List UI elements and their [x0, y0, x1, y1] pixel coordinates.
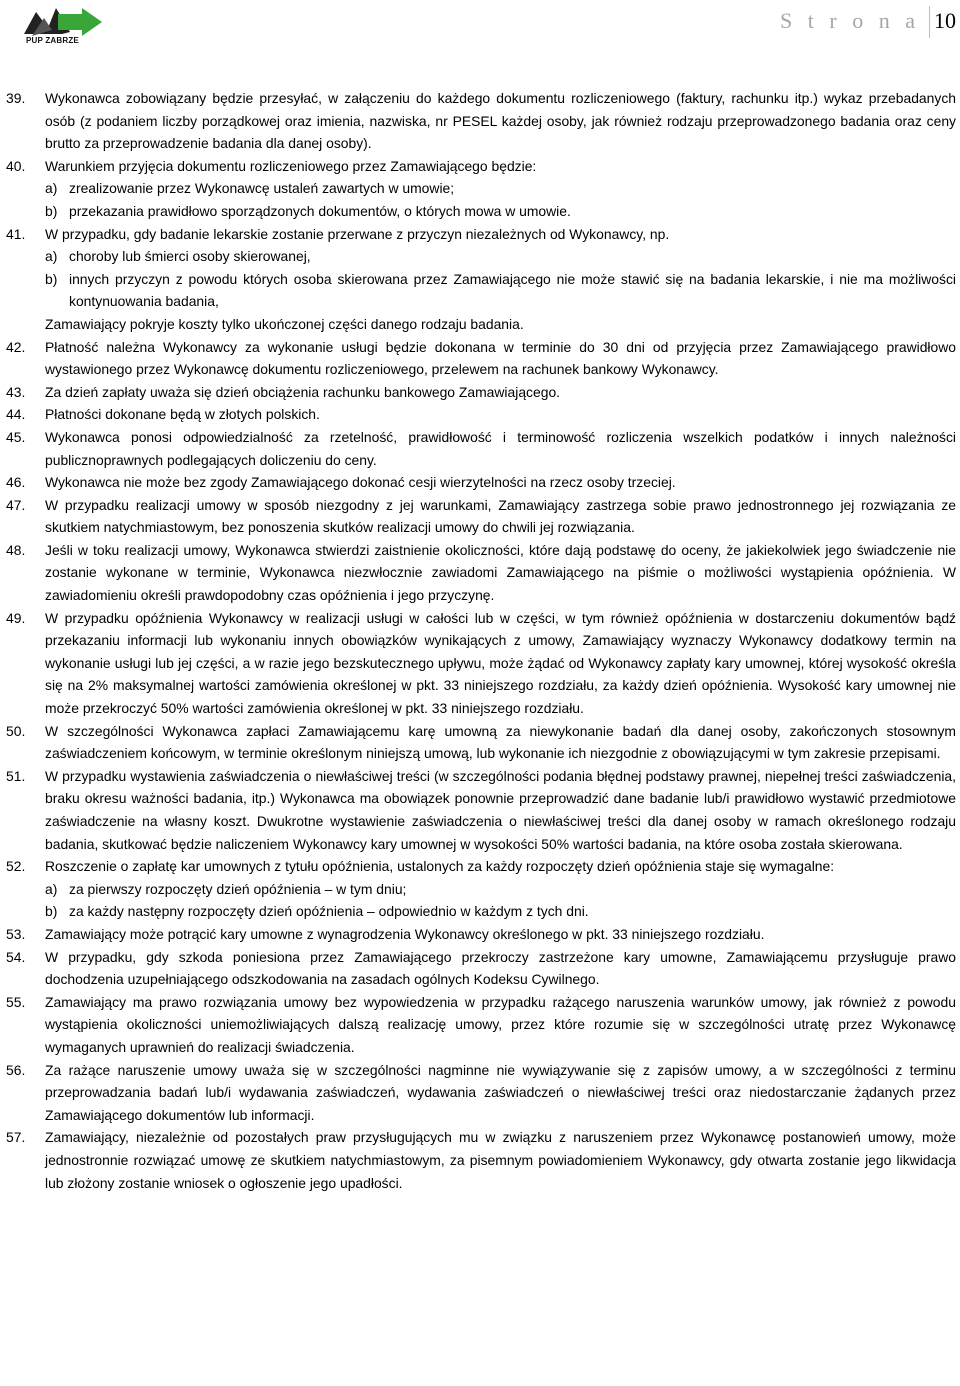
item-number: 51.	[6, 767, 26, 784]
item-number: 43.	[6, 383, 26, 400]
sub-item	[45, 200, 956, 223]
item-number: 46.	[6, 474, 26, 491]
item-text: Za rażące naruszenie umowy uważa się w szczególności nagminne nie wywiązywanie się z zapisów umowy, a w szczególności z terminu przeprowadzania badań lub/i wydawania zaświadczeń, wydawania zaświadczeń o niewłaściwej treści oraz niedostarczanie żądanych przez Zamawiającego dokumentów lub informacji.	[45, 1061, 956, 1123]
item-text: Zamawiający może potrącić kary umowne z wynagrodzenia Wykonawcy określonego w pkt. 33 niniejszego rozdziału.	[45, 925, 765, 942]
item-number: 44.	[6, 406, 26, 423]
sub-item	[45, 900, 956, 923]
sub-item-label: b)	[45, 903, 58, 920]
item-text: Płatność należna Wykonawcy za wykonanie usługi będzie dokonana w terminie do 30 dni od przyjęcia przez Zamawiającego prawidłowo wystawionego przez Wykonawcę dokumentu rozliczeniowego, przelewem na rachunek bankowy Wykonawcy.	[45, 338, 956, 378]
sub-item-label: b)	[45, 202, 58, 219]
list-item	[6, 765, 956, 855]
list-item	[6, 155, 956, 223]
list-item	[6, 923, 956, 946]
list-item	[6, 336, 956, 381]
list-item	[6, 403, 956, 426]
page-number: 10	[934, 8, 956, 33]
sub-item	[45, 177, 956, 200]
sub-item	[45, 268, 956, 313]
list-item	[6, 1059, 956, 1127]
item-number: 50.	[6, 722, 26, 739]
item-text: Płatności dokonane będą w złotych polskich.	[45, 406, 320, 423]
item-text: Zamawiający ma prawo rozwiązania umowy bez wypowiedzenia w przypadku rażącego naruszenia warunków umowy, jak również z powodu wystąpienia okoliczności uniemożliwiających dalszą realizację umowy, przez które rozumie się w szczególności utratę przez Wykonawcę wymaganych uprawnień do realizacji świadczenia.	[45, 993, 956, 1055]
list-item	[6, 720, 956, 765]
list-item	[6, 991, 956, 1059]
item-number: 53.	[6, 925, 26, 942]
item-text: Warunkiem przyjęcia dokumentu rozliczeniowego przez Zamawiającego będzie:	[45, 157, 537, 174]
list-item	[6, 223, 956, 336]
sub-item-text: zrealizowanie przez Wykonawcę ustaleń zawartych w umowie;	[69, 180, 455, 197]
item-number: 41.	[6, 225, 26, 242]
sub-item	[45, 245, 956, 268]
item-text: Zamawiający, niezależnie od pozostałych praw przysługujących mu w związku z naruszeniem przez Wykonawcę postanowień umowy, może jednostronnie rozwiązać umowę ze skutkiem natychmiastowym, za pisemnym powiadomieniem Wykonawcy, gdy otwarta zostanie jego likwidacja lub złożony zostanie wniosek o ogłoszenie jego upadłości.	[45, 1129, 956, 1191]
list-item	[6, 471, 956, 494]
sub-item-text: innych przyczyn z powodu których osoba skierowana przez Zamawiającego nie może stawić się na badania lekarskie, i nie ma możliwości kontynuowania badania,	[69, 270, 956, 310]
item-text: Wykonawca nie może bez zgody Zamawiającego dokonać cesji wierzytelności na rzecz osoby trzeciej.	[45, 474, 676, 491]
sub-item-text: za każdy następny rozpoczęty dzień opóźnienia – odpowiednio w każdym z tych dni.	[69, 903, 589, 920]
item-followup-text: Zamawiający pokryje koszty tylko ukończonej części danego rodzaju badania.	[45, 315, 524, 332]
item-text: Roszczenie o zapłatę kar umownych z tytułu opóźnienia, ustalonych za każdy rozpoczęty dzień opóźnienia staje się wymagalne:	[45, 858, 835, 875]
item-number: 42.	[6, 338, 26, 355]
item-number: 54.	[6, 948, 26, 965]
item-number: 40.	[6, 157, 26, 174]
item-text: W przypadku realizacji umowy w sposób niezgodny z jej warunkami, Zamawiający zastrzega sobie prawo jednostronnego jej rozwiązania ze skutkiem natychmiastowym, bez ponoszenia skutków realizacji umowy do chwili jej rozwiązania.	[45, 496, 956, 536]
sub-item-label: a)	[45, 248, 58, 265]
item-text: Jeśli w toku realizacji umowy, Wykonawca stwierdzi zaistnienie okoliczności, które dają podstawę do oceny, że jakiekolwiek jego świadczenie nie zostanie wykonane w terminie, Wykonawca niezwłocznie zawiadomi Zamawiającego na piśmie o możliwości wystąpienia opóźnienia. W zawiadomieniu określi prawdopodobny czas opóźnienia i jego przyczynę.	[45, 541, 956, 604]
item-number: 49.	[6, 609, 26, 626]
list-item	[6, 494, 956, 539]
item-text: W przypadku wystawienia zaświadczenia o niewłaściwej treści (w szczególności podania błędnej podstawy prawnej, niepełnej treści zaświadczenia, braku okresu ważności badania, itp.) Wykonawca ma obowiązek ponownie przeprowadzić dane badanie lub/i prawidłowo wystawić przedmiotowe zaświadczenie na własny koszt. Dwukrotne wystawienie zaświadczenia o niewłaściwej treści dla danej osoby w ramach określonego rodzaju badania, skutkować będzie naliczeniem Wykonawcy kary umownej w wysokości 50% wartości badania, na które osoba została skierowana.	[45, 767, 956, 852]
item-text: W przypadku, gdy badanie lekarskie zostanie przerwane z przyczyn niezależnych od Wykonawcy, np.	[45, 225, 670, 242]
item-text: Za dzień zapłaty uważa się dzień obciążenia rachunku bankowego Zamawiającego.	[45, 383, 561, 400]
sub-item-text: za pierwszy rozpoczęty dzień opóźnienia – w tym dniu;	[69, 880, 407, 897]
document-body	[6, 87, 956, 1194]
item-text: Wykonawca ponosi odpowiedzialność za rzetelność, prawidłowość i terminowość rozliczenia wszelkich podatków i innych należności publicznoprawnych podlegających doliczeniu do ceny.	[45, 428, 956, 468]
item-number: 47.	[6, 496, 26, 513]
logo-text: PUP ZABRZE	[26, 36, 79, 45]
list-item	[6, 87, 956, 155]
item-text: Wykonawca zobowiązany będzie przesyłać, w załączeniu do każdego dokumentu rozliczeniowego (faktury, rachunku itp.) wykaz przebadanych osób (z podaniem liczby porządkowej oraz imienia, nazwiska, nr PESEL każdej osoby, jak również rodzaju przeprowadzonego badania oraz ceny brutto za przeprowadzenie badania dla danej osoby).	[45, 90, 956, 152]
page-divider	[929, 6, 930, 38]
item-text: W przypadku, gdy szkoda poniesiona przez Zamawiającego przekroczy zastrzeżone kary umowne, Zamawiającemu przysługuje prawo dochodzenia uzupełniającego odszkodowania na zasadach ogólnych Kodeksu Cywilnego.	[45, 948, 956, 988]
item-number: 57.	[6, 1129, 26, 1146]
list-item	[6, 381, 956, 404]
item-number: 45.	[6, 428, 26, 445]
sub-item-text: choroby lub śmierci osoby skierowanej,	[69, 248, 311, 265]
page-header	[0, 0, 960, 70]
item-text: W przypadku opóźnienia Wykonawcy w realizacji usługi w całości lub w części, w tym również opóźnienia w dostarczeniu dokumentów bądź przekazaniu informacji lub wykonaniu innych obowiązków wynikających z umowy, Zamawiający wyznaczy Wykonawcy dodatkowy termin na wykonanie usługi lub jej części, a w razie jego bezskutecznego upływu, może żądać od Wykonawcy zapłaty kary umownej, której wysokość określa się na 2% maksymalnej wartości zamówienia określonej w pkt. 33 niniejszego rozdziału, za każdy dzień opóźnienia. Wysokość kary umownej nie może przekroczyć 50% wartości zamówienia określonej w pkt. 33 niniejszego rozdziału.	[45, 609, 956, 717]
list-item	[6, 1126, 956, 1194]
sub-item	[45, 878, 956, 901]
list-item	[6, 426, 956, 471]
list-item	[6, 539, 956, 607]
list-item	[6, 607, 956, 720]
item-text: W szczególności Wykonawca zapłaci Zamawiającemu karę umowną za niewykonanie badań dla danej osoby, zakończonych stosownym zaświadczeniem końcowym, w terminie określonym niniejszą umową, lub wykonanie ich niezgodnie z obowiązującymi w tym zakresie przepisami.	[45, 722, 956, 762]
item-number: 56.	[6, 1061, 26, 1078]
list-item	[6, 855, 956, 923]
sub-item-text: przekazania prawidłowo sporządzonych dokumentów, o których mowa w umowie.	[69, 202, 571, 219]
page-label: S t r o n a	[780, 8, 920, 33]
item-number: 48.	[6, 541, 26, 558]
sub-item-label: b)	[45, 270, 58, 287]
item-number: 52.	[6, 858, 26, 875]
item-number: 39.	[6, 90, 26, 106]
item-number: 55.	[6, 993, 26, 1010]
sub-item-label: a)	[45, 880, 58, 897]
list-item	[6, 946, 956, 991]
sub-item-label: a)	[45, 180, 58, 197]
